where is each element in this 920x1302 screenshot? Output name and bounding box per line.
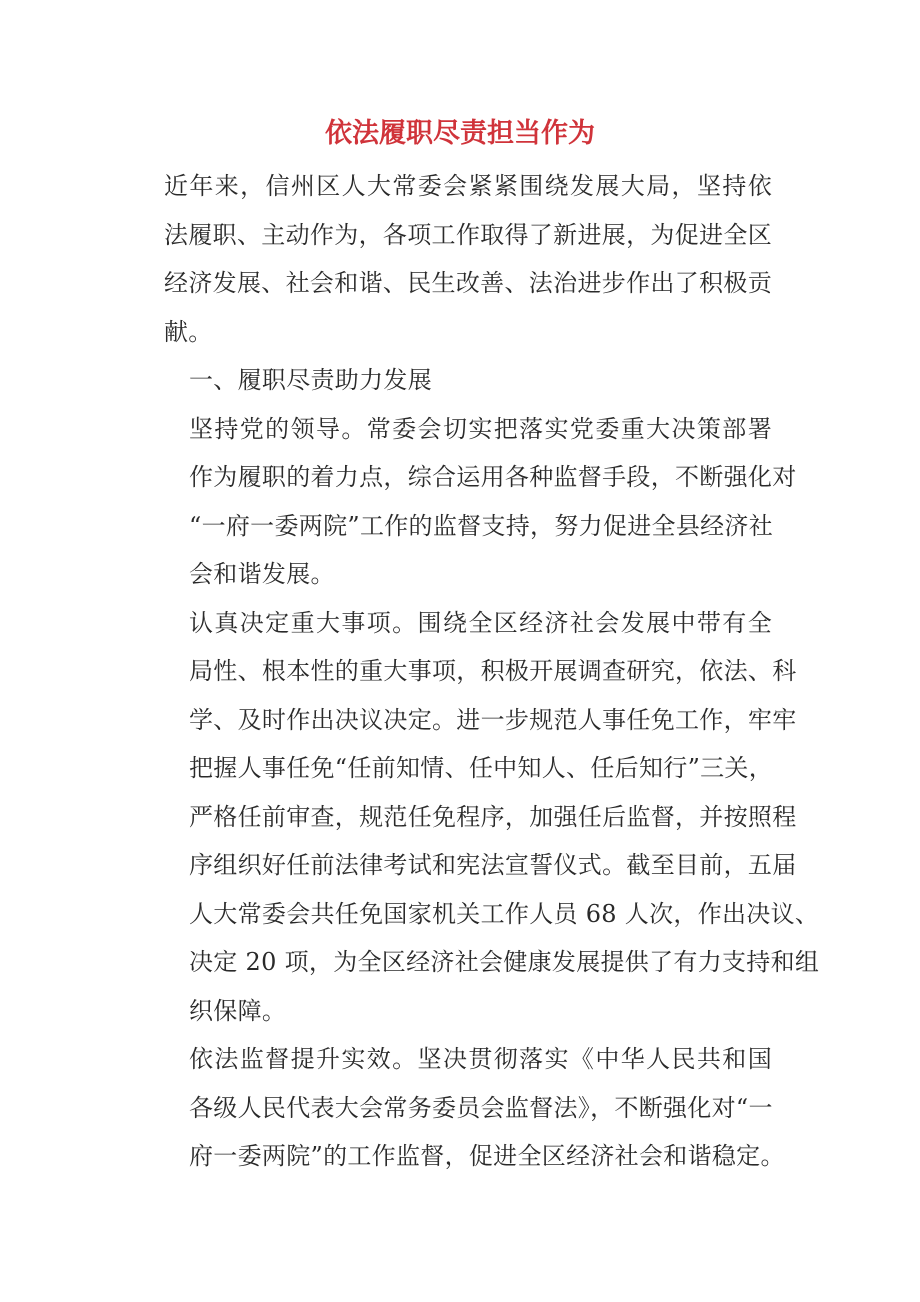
text-line: 认真决定重大事项。围绕全区经济社会发展中带有全 [189, 608, 772, 637]
text-line: 府一委两院”的工作监督，促进全区经济社会和谐稳定。 [189, 1142, 785, 1170]
text-line: 献。 [164, 317, 213, 346]
heading-text: 一、履职尽责助力发展 [189, 366, 432, 394]
text-line: 依法监督提升实效。坚决贯彻落实《中华人民共和国 [189, 1045, 772, 1073]
text-line: 学、及时作出决议决定。进一步规范人事任免工作，牢牢 [189, 705, 797, 734]
text-line: 局性、根本性的重大事项，积极开展调查研究，依法、科 [189, 657, 797, 685]
party-leadership-paragraph [140, 405, 797, 599]
supervision-paragraph [140, 1035, 785, 1181]
text-line: 各级人民代表大会常务委员会监督法》，不断强化对“一 [189, 1093, 773, 1122]
text-line: 织保障。 [189, 996, 287, 1025]
document-title: 依法履职尽责担当作为 [325, 118, 595, 149]
major-matters-paragraph [140, 599, 820, 1036]
section-heading [140, 356, 772, 405]
intro-paragraph [140, 162, 772, 356]
text-line: “一府一委两院”工作的监督支持，努力促进全县经济社 [189, 511, 774, 540]
text-line: 严格任前审查，规范任免程序，加强任后监督，并按照程 [189, 802, 797, 831]
text-line: 会和谐发展。 [189, 560, 335, 588]
text-line: 坚持党的领导。常委会切实把落实党委重大决策部署 [189, 414, 772, 443]
text-line: 人大常委会共任免国家机关工作人员 68 人次，作出决议、 [189, 899, 820, 928]
text-line: 作为履职的着力点，综合运用各种监督手段，不断强化对 [189, 463, 797, 491]
text-line: 决定 20 项，为全区经济社会健康发展提供了有力支持和组 [189, 948, 820, 976]
text-line: 序组织好任前法律考试和宪法宣誓仪式。截至目前，五届 [189, 851, 797, 879]
text-line: 近年来，信州区人大常委会紧紧围绕发展大局，坚持依 [164, 172, 772, 200]
text-line: 把握人事任免“任前知情、任中知人、任后知行”三关， [189, 754, 774, 782]
document-body [140, 162, 820, 1181]
text-line: 法履职、主动作为，各项工作取得了新进展，为促进全区 [164, 220, 772, 249]
text-line: 经济发展、社会和谐、民生改善、法治进步作出了积极贡 [164, 269, 772, 297]
